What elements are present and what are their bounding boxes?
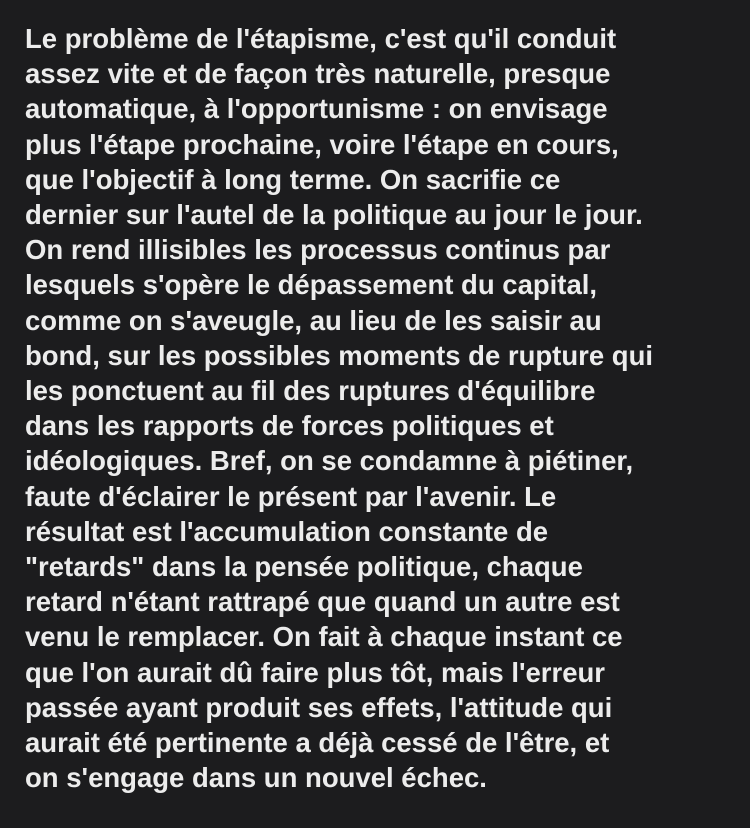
text-line: les ponctuent au fil des ruptures d'équilibre xyxy=(25,375,596,407)
text-line: que l'objectif à long terme. On sacrifie ce xyxy=(25,163,561,195)
text-line: aurait été pertinente a déjà cessé de l'être, et xyxy=(25,727,610,759)
text-line: On rend illisibles les processus continus par xyxy=(25,234,611,266)
quote-text xyxy=(25,21,740,795)
text-line: lesquels s'opère le dépassement du capital, xyxy=(25,269,598,301)
text-line: bond, sur les possibles moments de rupture qui xyxy=(25,339,654,371)
text-line: automatique, à l'opportunisme : on envisage xyxy=(25,93,608,125)
text-line: venu le remplacer. On fait à chaque instant ce xyxy=(25,621,623,653)
text-line: dans les rapports de forces politiques et xyxy=(25,410,554,442)
text-line: passée ayant produit ses effets, l'attitude qui xyxy=(25,691,613,723)
text-line: résultat est l'accumulation constante de xyxy=(25,515,549,547)
text-line: retard n'étant rattrapé que quand un autre est xyxy=(25,586,620,618)
text-line: idéologiques. Bref, on se condamne à piétiner, xyxy=(25,445,634,477)
text-line: comme on s'aveugle, au lieu de les saisir au xyxy=(25,304,602,336)
text-line: faute d'éclairer le présent par l'avenir. Le xyxy=(25,480,557,512)
text-line: plus l'étape prochaine, voire l'étape en cours, xyxy=(25,128,619,160)
text-line: que l'on aurait dû faire plus tôt, mais l'erreur xyxy=(25,656,605,688)
text-line: Le problème de l'étapisme, c'est qu'il conduit xyxy=(25,23,617,54)
text-line: "retards" dans la pensée politique, chaque xyxy=(25,551,583,583)
text-line: assez vite et de façon très naturelle, presque xyxy=(25,58,611,90)
text-line: dernier sur l'autel de la politique au jour le jour. xyxy=(25,199,643,231)
text-line: on s'engage dans un nouvel échec. xyxy=(25,762,487,794)
